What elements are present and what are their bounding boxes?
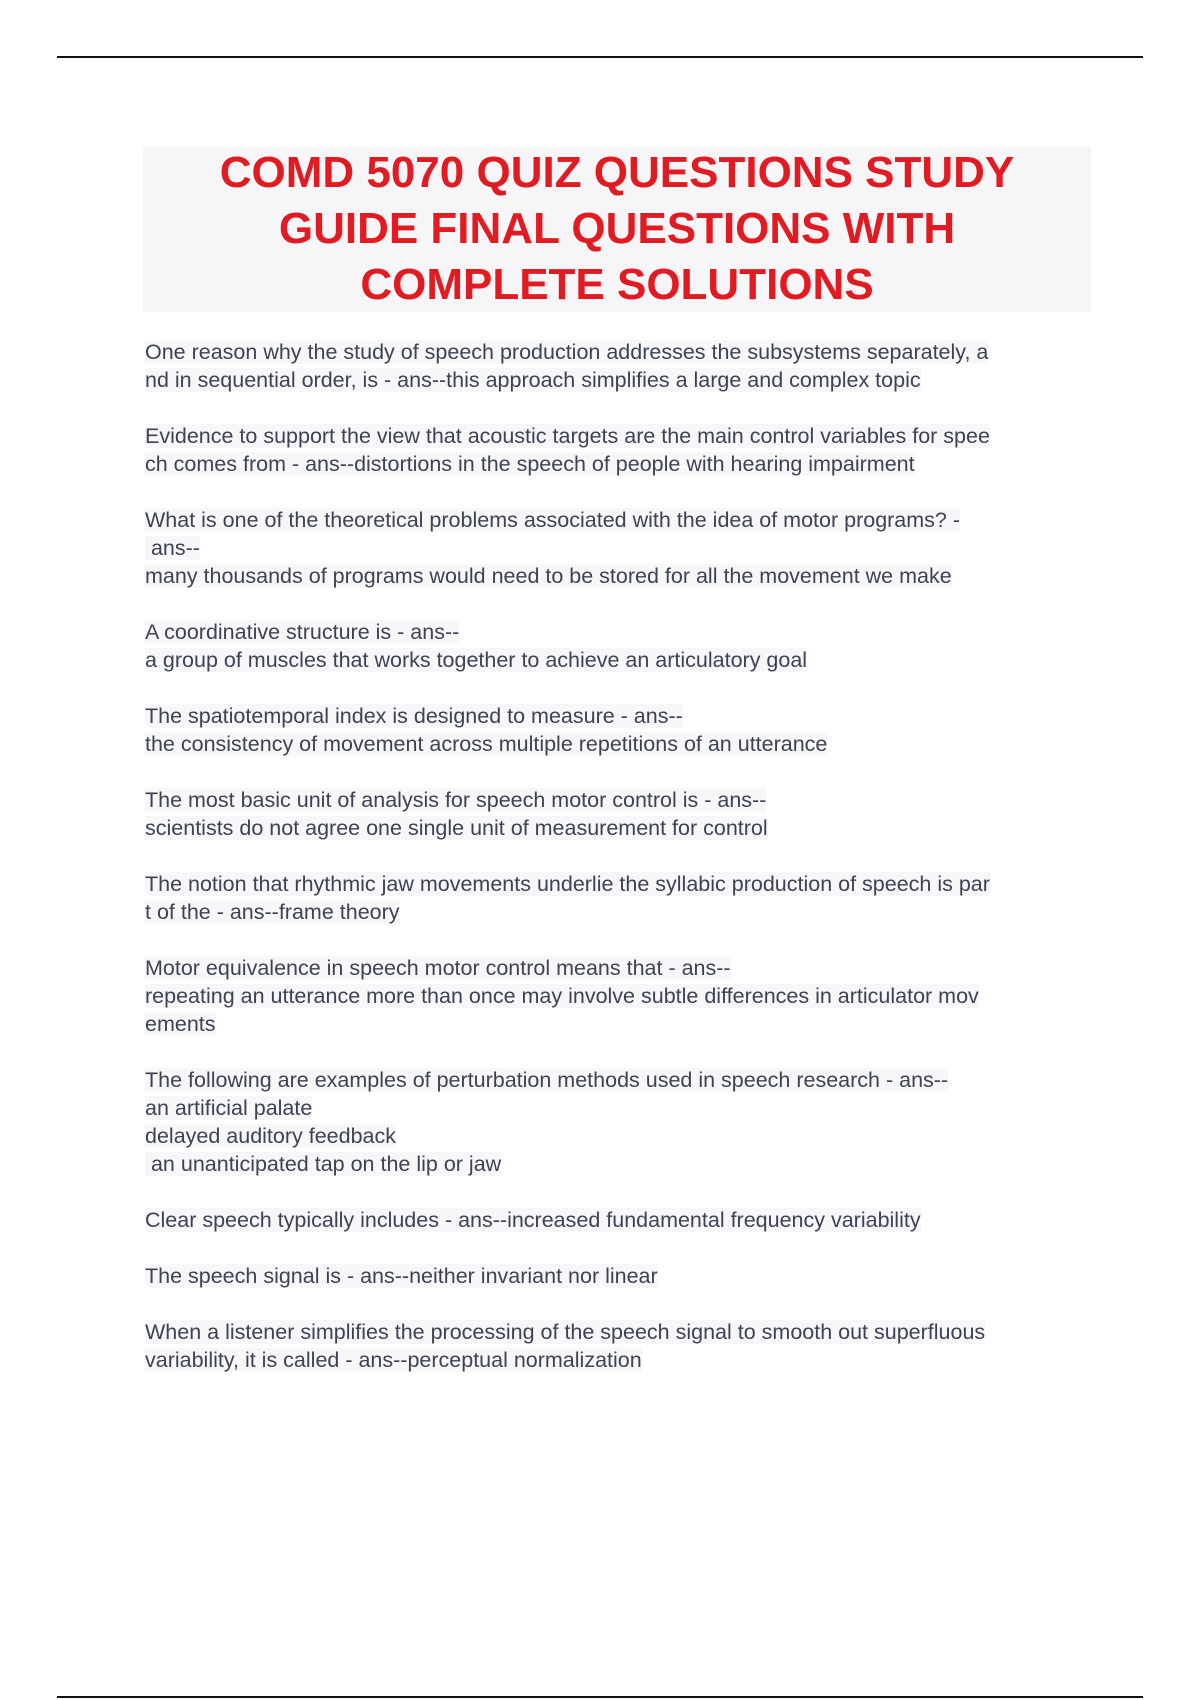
qa-line-text: ch comes from - ans--distortions in the speech of people with hearing impairment — [145, 452, 915, 476]
qa-line-text: The notion that rhythmic jaw movements underlie the syllabic production of speech is par — [145, 872, 990, 896]
qa-line-text: The most basic unit of analysis for speech motor control is - ans-- — [145, 788, 767, 812]
qa-item — [145, 786, 1095, 842]
qa-line-text: repeating an utterance more than once may involve subtle differences in articulator mov — [145, 984, 979, 1008]
qa-line — [145, 1262, 1095, 1290]
qa-line — [145, 730, 1095, 758]
qa-line — [145, 506, 1095, 534]
qa-line — [145, 1094, 1095, 1122]
qa-line — [145, 814, 1095, 842]
document-title — [143, 145, 1091, 313]
qa-line — [145, 982, 1095, 1010]
qa-line-text: t of the - ans--frame theory — [145, 900, 400, 924]
qa-line — [145, 1346, 1095, 1374]
qa-line-text: ans-- — [145, 536, 200, 560]
qa-line — [145, 702, 1095, 730]
qa-line-text: scientists do not agree one single unit of measurement for control — [145, 816, 768, 840]
qa-line — [145, 786, 1095, 814]
title-line: COMPLETE SOLUTIONS — [360, 260, 874, 309]
qa-line — [145, 646, 1095, 674]
qa-line-text: many thousands of programs would need to be stored for all the movement we make — [145, 564, 952, 588]
qa-line — [145, 1010, 1095, 1038]
qa-list — [145, 338, 1095, 1402]
qa-line — [145, 1150, 1095, 1178]
qa-line-text: an unanticipated tap on the lip or jaw — [145, 1152, 502, 1176]
qa-line — [145, 898, 1095, 926]
qa-line — [145, 534, 1095, 562]
qa-line-text: A coordinative structure is - ans-- — [145, 620, 460, 644]
qa-line-text: The speech signal is - ans--neither invariant nor linear — [145, 1264, 658, 1288]
qa-item — [145, 1262, 1095, 1290]
qa-line — [145, 618, 1095, 646]
qa-line — [145, 338, 1095, 366]
qa-line-text: Evidence to support the view that acoustic targets are the main control variables for spee — [145, 424, 990, 448]
top-rule — [57, 56, 1143, 58]
title-line: COMD 5070 QUIZ QUESTIONS STUDY — [219, 148, 1015, 197]
qa-item — [145, 1318, 1095, 1374]
qa-line-text: One reason why the study of speech production addresses the subsystems separately, a — [145, 340, 989, 364]
title-banner — [143, 146, 1091, 312]
qa-line — [145, 366, 1095, 394]
qa-line — [145, 1318, 1095, 1346]
qa-line — [145, 870, 1095, 898]
qa-line-text: delayed auditory feedback — [145, 1124, 397, 1148]
qa-line-text: When a listener simplifies the processing of the speech signal to smooth out superfluous — [145, 1320, 986, 1344]
qa-item — [145, 1206, 1095, 1234]
qa-line — [145, 450, 1095, 478]
qa-item — [145, 422, 1095, 478]
qa-line — [145, 1122, 1095, 1150]
qa-line-text: a group of muscles that works together to achieve an articulatory goal — [145, 648, 808, 672]
bottom-rule — [57, 1696, 1143, 1698]
qa-item — [145, 702, 1095, 758]
qa-line-text: nd in sequential order, is - ans--this approach simplifies a large and complex topic — [145, 368, 921, 392]
qa-line-text: variability, it is called - ans--perceptual normalization — [145, 1348, 642, 1372]
qa-line — [145, 1066, 1095, 1094]
qa-line-text: Motor equivalence in speech motor control means that - ans-- — [145, 956, 731, 980]
qa-item — [145, 1066, 1095, 1178]
qa-line — [145, 562, 1095, 590]
qa-line — [145, 422, 1095, 450]
qa-item — [145, 338, 1095, 394]
qa-line — [145, 954, 1095, 982]
qa-line-text: The following are examples of perturbation methods used in speech research - ans-- — [145, 1068, 949, 1092]
qa-item — [145, 506, 1095, 590]
title-line: GUIDE FINAL QUESTIONS WITH — [278, 204, 956, 253]
qa-line-text: The spatiotemporal index is designed to measure - ans-- — [145, 704, 683, 728]
qa-item — [145, 618, 1095, 674]
qa-item — [145, 870, 1095, 926]
qa-line — [145, 1206, 1095, 1234]
qa-item — [145, 954, 1095, 1038]
qa-line-text: the consistency of movement across multiple repetitions of an utterance — [145, 732, 828, 756]
qa-line-text: an artificial palate — [145, 1096, 313, 1120]
qa-line-text: Clear speech typically includes - ans--increased fundamental frequency variability — [145, 1208, 921, 1232]
qa-line-text: What is one of the theoretical problems associated with the idea of motor programs? - — [145, 508, 961, 532]
qa-line-text: ements — [145, 1012, 216, 1036]
